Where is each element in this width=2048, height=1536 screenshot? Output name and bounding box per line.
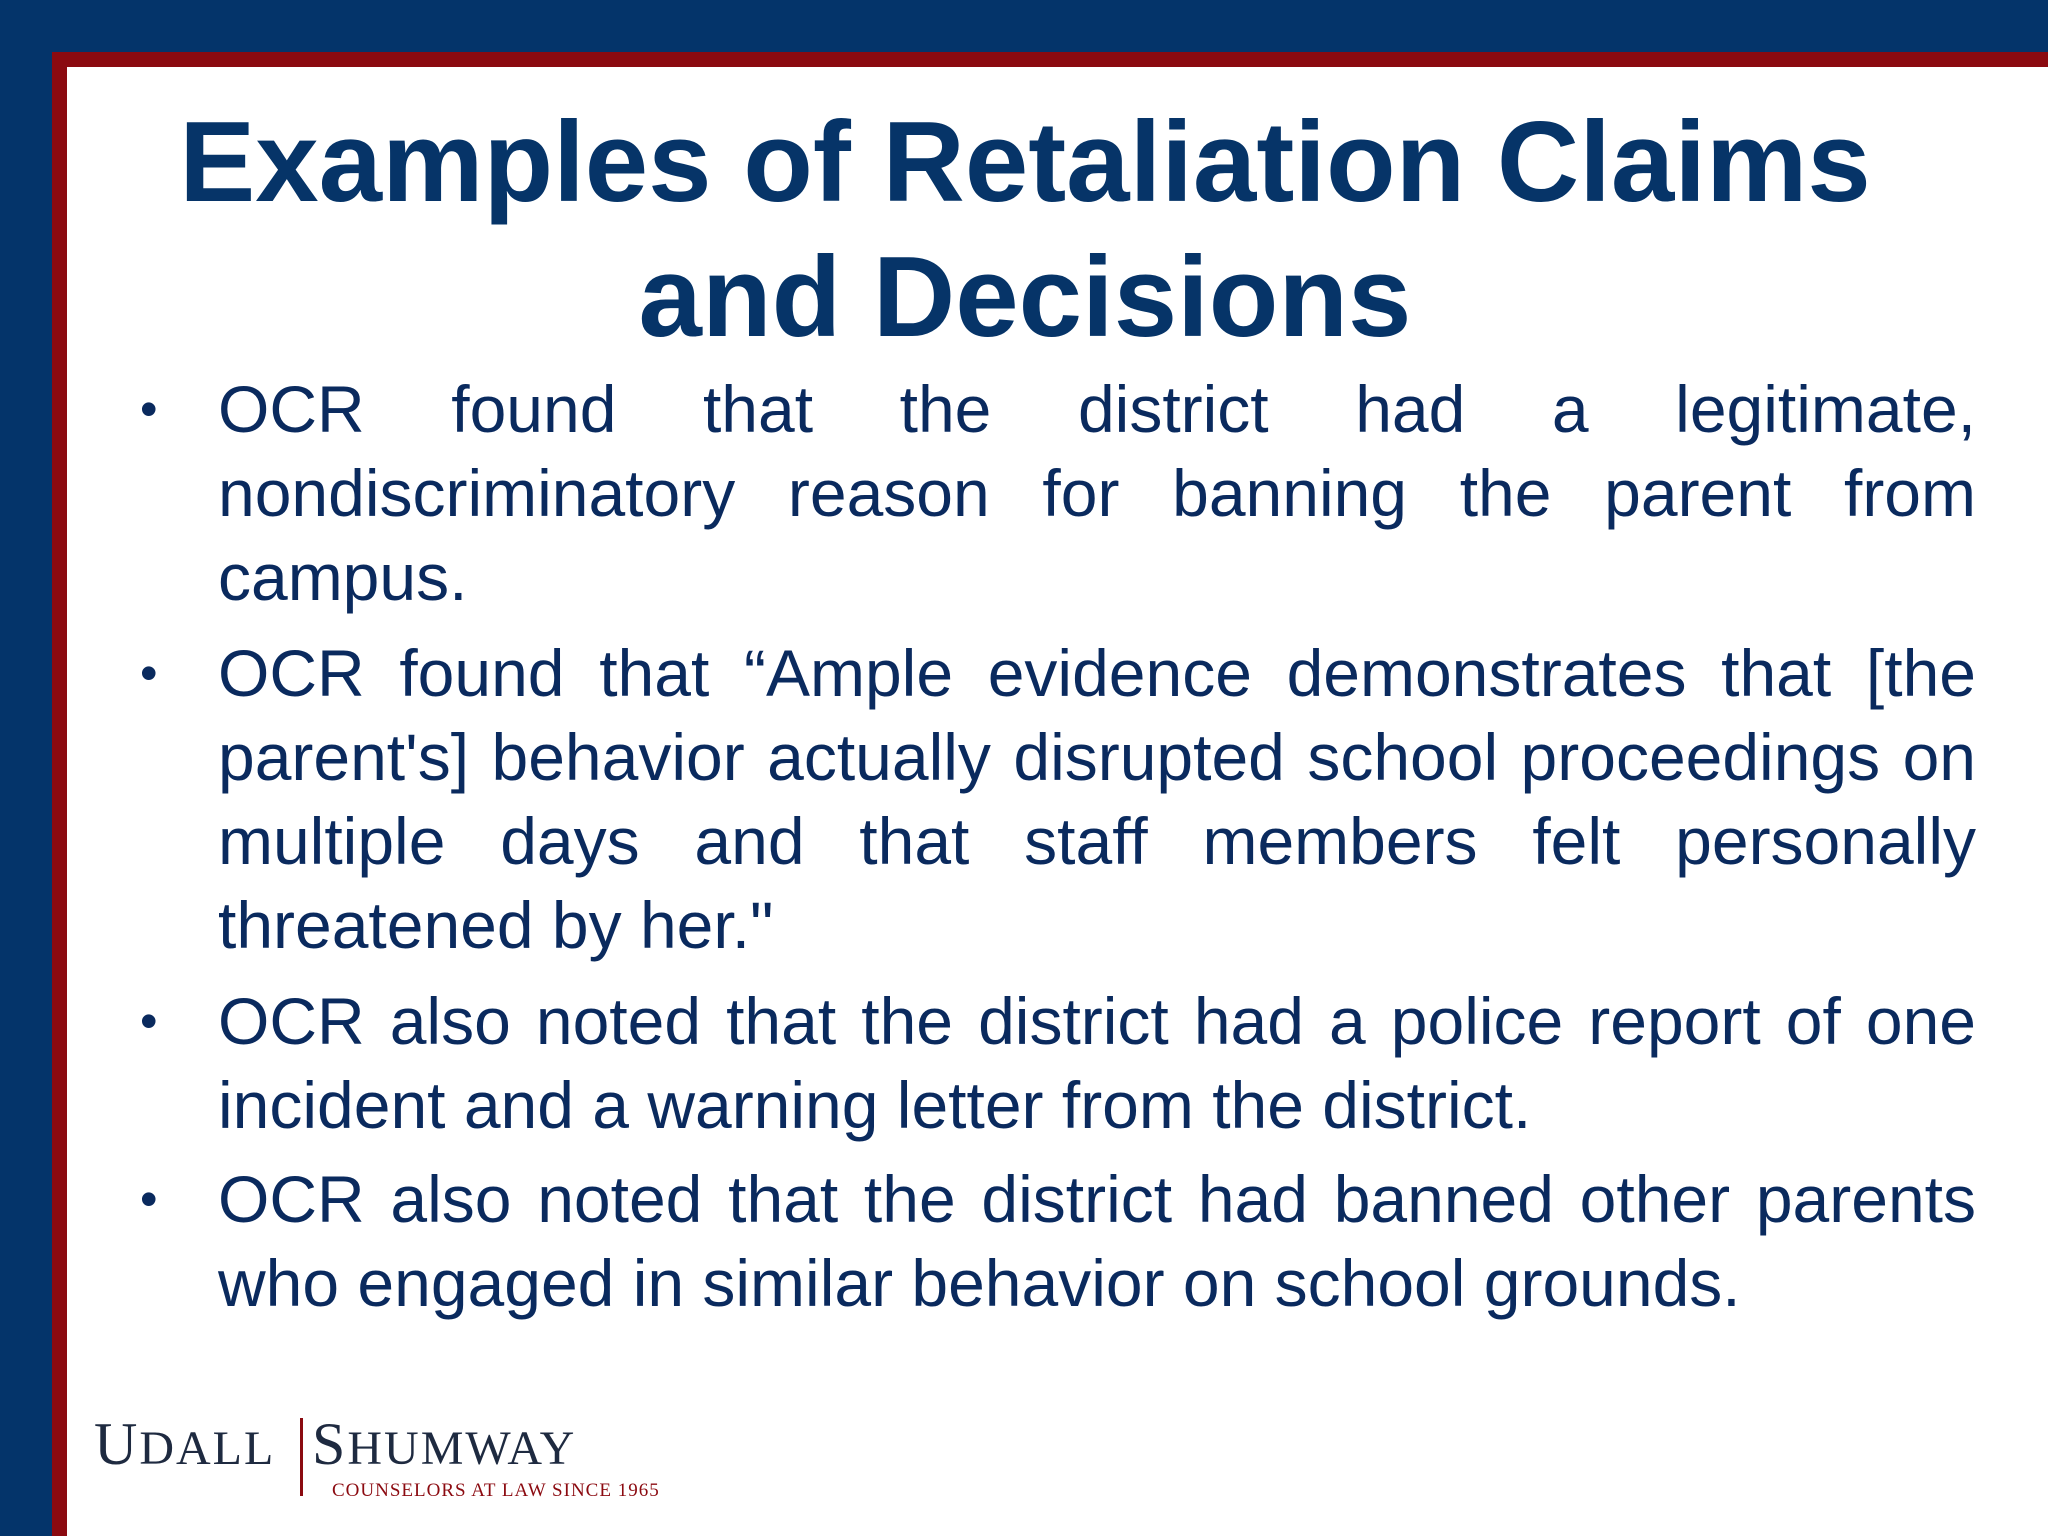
slide-title: Examples of Retaliation Claims and Decisions [179, 99, 1871, 361]
logo-divider [300, 1418, 303, 1496]
logo-right-rest: HUMWAY [347, 1422, 577, 1475]
bullet-item [140, 979, 1976, 1147]
top-border-band [0, 0, 2048, 52]
logo-tagline: COUNSELORS AT LAW SINCE 1965 [332, 1480, 660, 1501]
logo-left-initial: U [94, 1411, 140, 1477]
bullet-dot-icon: • [140, 993, 158, 1049]
left-border-band [0, 0, 52, 1536]
bullet-text: OCR found that “Ample evidence demonstrates that [the parent's] behavior actually disrupted school proceedings on multiple days and that staff members felt personally threatened by her." [218, 636, 1976, 962]
bullet-text: OCR also noted that the district had banned other parents who engaged in similar behavior on school grounds. [218, 1162, 1976, 1320]
bullet-text: OCR found that the district had a legitimate, nondiscriminatory reason for banning the parent from campus. [218, 372, 1976, 614]
bullet-item [140, 631, 1976, 967]
logo-left-word [94, 1412, 275, 1481]
bullet-dot-icon: • [140, 1171, 158, 1227]
logo-left-rest: DALL [139, 1422, 276, 1475]
logo-right-word [312, 1412, 576, 1481]
firm-logo [94, 1411, 660, 1512]
bullet-item [140, 367, 1976, 619]
bullet-item [140, 1157, 1976, 1325]
logo-right-initial: S [312, 1411, 348, 1477]
bullet-text: OCR also noted that the district had a police report of one incident and a warning letter from the district. [218, 984, 1976, 1142]
bullet-dot-icon: • [140, 645, 158, 701]
bullet-dot-icon: • [140, 381, 158, 437]
bullet-list [140, 367, 1976, 1337]
